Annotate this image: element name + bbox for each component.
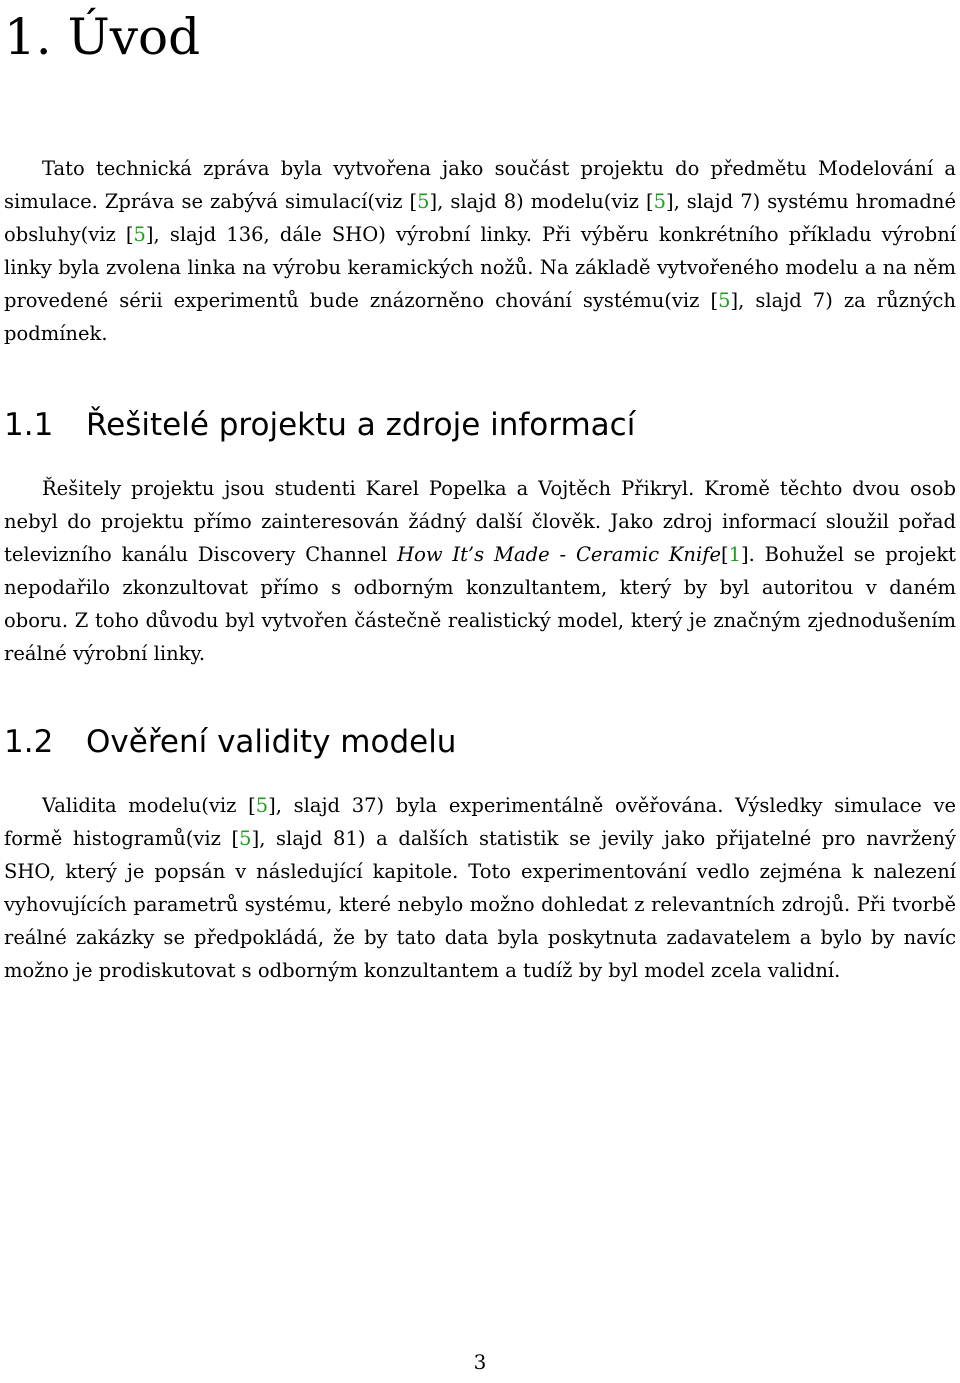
citation-link-5[interactable]: 5 <box>653 190 666 213</box>
section-1-1-text-1: Řešitely projektu jsou studenti Karel Popelka a Vojtěch Přikryl. Kromě těchto dvou osob nebyl do projektu přímo zainteresován žádný další člověk. Jako zdroj informací sloužil pořad televizního kanálu Discovery Channel <box>4 477 956 566</box>
intro-text-2: ], slajd 8) modelu(viz [ <box>429 190 654 213</box>
intro-text-5: ], slajd 7) za různých podmínek. <box>4 289 956 345</box>
source-title-italic: How It’s Made - Ceramic Knife <box>397 543 721 566</box>
section-title: Ověření validity modelu <box>86 724 457 760</box>
section-title: Řešitelé projektu a zdroje informací <box>86 407 636 443</box>
section-heading-1-1 <box>4 402 635 448</box>
section-heading-1-2 <box>4 719 456 765</box>
section-1-2-text-3: ], slajd 81) a dalších statistik se jevily jako přijatelné pro navržený SHO, který je popsán v následující kapitole. Toto experimentování vedlo zejména k nalezení vyhovujících parametrů systému, které nebylo možno dohledat z relevantních zdrojů. Při tvorbě reálné zakázky se předpokládá, že by tato data byla poskytnuta zadavatelem a bylo by navíc možno je prodiskutovat s odborným konzultantem a tudíž by byl model zcela validní. <box>4 827 957 982</box>
chapter-title: 1. Úvod <box>4 8 201 66</box>
section-number: 1.2 <box>4 724 54 760</box>
intro-text-3: ], slajd 7) systému hromadné obsluhy(viz [ <box>4 190 956 246</box>
citation-link-5[interactable]: 5 <box>239 827 252 850</box>
section-1-2-paragraph <box>4 789 956 987</box>
intro-text-1: Tato technická zpráva byla vytvořena jako součást projektu do předmětu Modelování a simulace. Zpráva se zabývá simulací(viz [ <box>4 157 956 213</box>
citation-link-5[interactable]: 5 <box>133 223 146 246</box>
citation-link-5[interactable]: 5 <box>417 190 430 213</box>
section-1-2-text-2: ], slajd 37) byla experimentálně ověřována. Výsledky simulace ve formě histogramů(viz [ <box>4 794 956 850</box>
citation-link-1[interactable]: 1 <box>728 543 742 566</box>
section-1-2-text-1: Validita modelu(viz [ <box>42 794 256 817</box>
section-1-1-text-3: ]. Bohužel se projekt nepodařilo zkonzultovat přímo s odborným konzultantem, který by byl autoritou v daném oboru. Z toho důvodu byl vytvořen částečně realistický model, který je značným zjednodušením reálné výrobní linky. <box>4 543 956 665</box>
section-1-1-paragraph <box>4 472 956 670</box>
citation-link-5[interactable]: 5 <box>255 794 269 817</box>
intro-text-4: ], slajd 136, dále SHO) výrobní linky. Při výběru konkrétního příkladu výrobní linky byla zvolena linka na výrobu keramických nožů. Na základě vytvořeného modelu a na něm provedené sérii experimentů bude znázorněno chování systému(viz [ <box>4 223 956 312</box>
section-1-1-text-2: [ <box>720 543 729 566</box>
section-number: 1.1 <box>4 407 54 443</box>
citation-link-5[interactable]: 5 <box>718 289 731 312</box>
page-number: 3 <box>473 1350 487 1374</box>
intro-paragraph <box>4 152 956 350</box>
